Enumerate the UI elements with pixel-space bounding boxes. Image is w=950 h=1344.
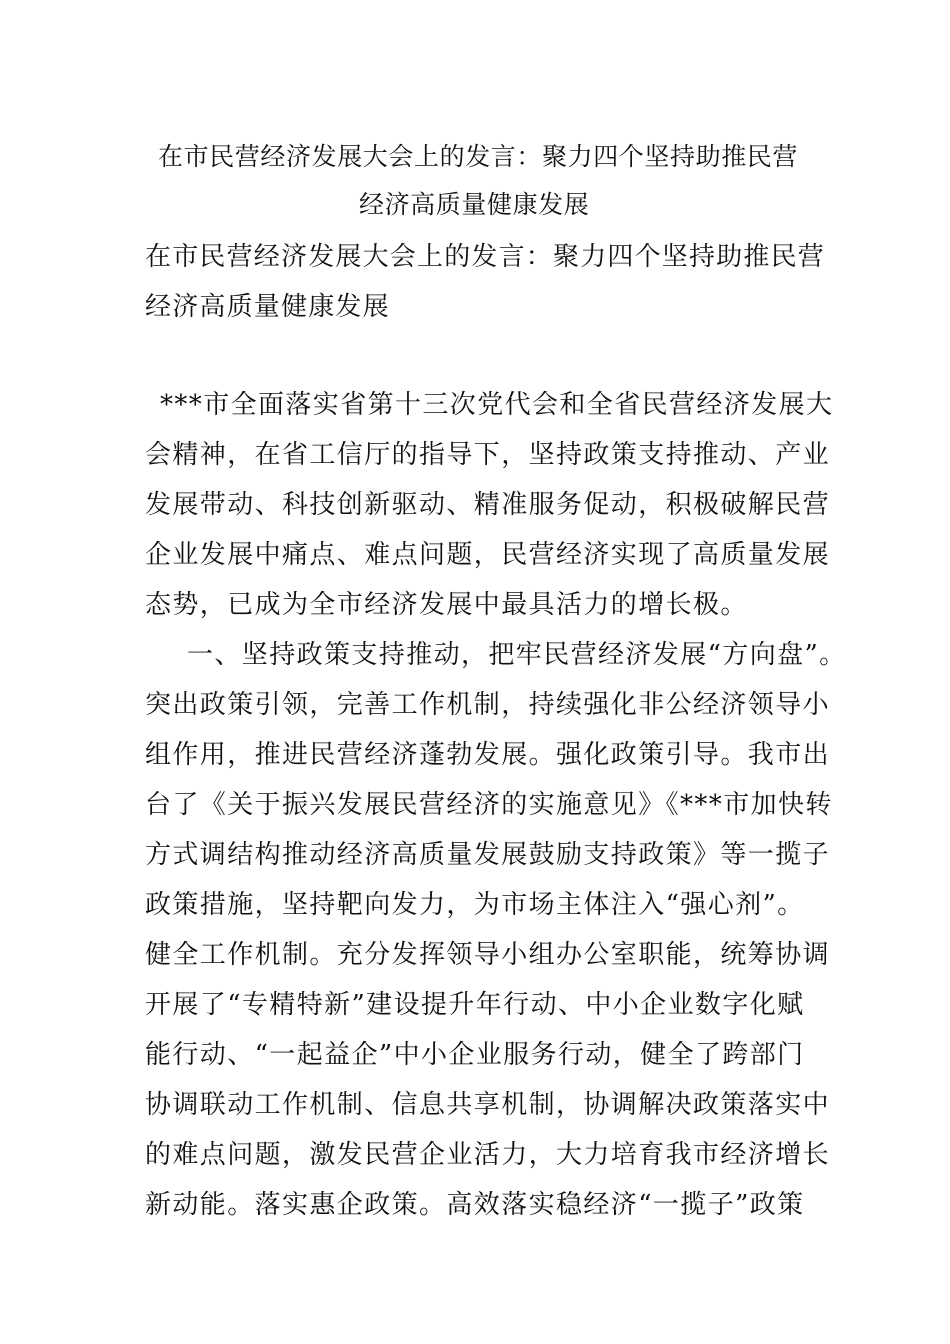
body-line-12: 健全工作机制。充分发挥领导小组办公室职能，统筹协调 xyxy=(145,940,831,970)
body-line-5: 态势，已成为全市经济发展中最具活力的增长极。 xyxy=(145,590,748,620)
body-line-7: 突出政策引领，完善工作机制，持续强化非公经济领导小 xyxy=(145,690,831,720)
body-line-16: 的难点问题，激发民营企业活力，大力培育我市经济增长 xyxy=(145,1140,831,1170)
body-line-1: ***市全面落实省第十三次党代会和全省民营经济发展大 xyxy=(160,390,834,420)
body-line-17: 新动能。落实惠企政策。高效落实稳经济“一揽子”政策 xyxy=(145,1190,805,1220)
section-heading-1: 一、坚持政策支持推动，把牢民营经济发展“方向盘”。 xyxy=(187,640,847,670)
document-subtitle-line-2: 经济高质量健康发展 xyxy=(145,292,390,322)
body-line-9: 台了《关于振兴发展民营经济的实施意见》《***市加快转 xyxy=(145,790,833,820)
body-line-3: 发展带动、科技创新驱动、精准服务促动，积极破解民营 xyxy=(145,490,831,520)
body-line-8: 组作用，推进民营经济蓬勃发展。强化政策引导。我市出 xyxy=(145,740,831,770)
document-title-line-2: 经济高质量健康发展 xyxy=(359,190,590,219)
body-line-14: 能行动、“一起益企”中小企业服务行动，健全了跨部门 xyxy=(145,1040,805,1070)
body-line-15: 协调联动工作机制、信息共享机制，协调解决政策落实中 xyxy=(145,1090,831,1120)
body-line-13: 开展了“专精特新”建设提升年行动、中小企业数字化赋 xyxy=(145,990,805,1020)
body-line-4: 企业发展中痛点、难点问题，民营经济实现了高质量发展 xyxy=(145,540,831,570)
body-line-11: 政策措施，坚持靶向发力，为市场主体注入“强心剂”。 xyxy=(145,890,805,920)
body-line-10: 方式调结构推动经济高质量发展鼓励支持政策》等一揽子 xyxy=(145,840,831,870)
document-subtitle-line-1: 在市民营经济发展大会上的发言：聚力四个坚持助推民营 xyxy=(145,242,826,272)
document-title-line-1: 在市民营经济发展大会上的发言：聚力四个坚持助推民营 xyxy=(158,142,799,171)
body-line-2: 会精神，在省工信厅的指导下，坚持政策支持推动、产业 xyxy=(145,440,831,470)
